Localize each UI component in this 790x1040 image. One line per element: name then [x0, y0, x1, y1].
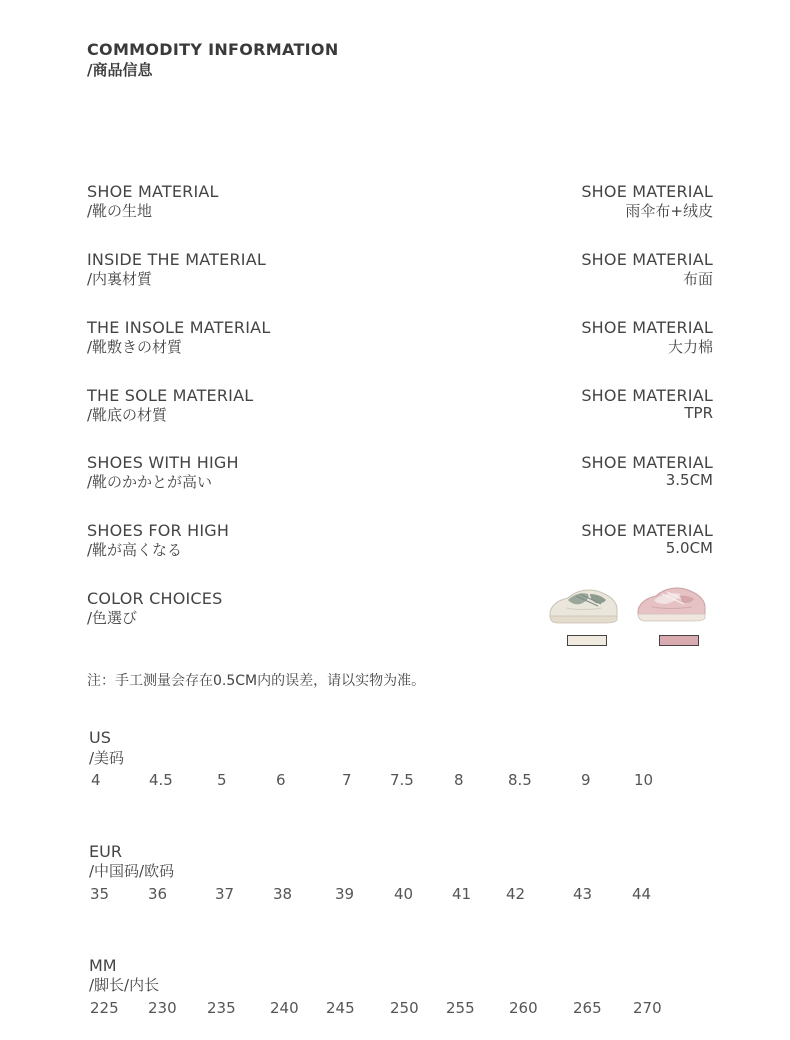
- page-subtitle: /商品信息: [87, 61, 153, 79]
- spec-value-zh: 5.0CM: [665, 539, 713, 557]
- spec-label-en: THE INSOLE MATERIAL: [87, 318, 271, 337]
- page-title: COMMODITY INFORMATION: [87, 40, 339, 59]
- us-size-value: 8.5: [508, 771, 532, 789]
- us-size-value: 10: [634, 771, 654, 789]
- eur-size-value: 43: [573, 885, 593, 903]
- color-choices-label-en: COLOR CHOICES: [87, 589, 223, 608]
- eur-size-value: 35: [90, 885, 110, 903]
- spec-label-zh: /靴のかかとが高い: [87, 473, 213, 491]
- mm-size-value: 230: [148, 999, 177, 1017]
- spec-label-en: SHOES WITH HIGH: [87, 453, 239, 472]
- spec-row-heel-height: [87, 453, 713, 493]
- spec-value-en: SHOE MATERIAL: [581, 386, 713, 405]
- mm-size-value: 235: [207, 999, 236, 1017]
- size-table-mm-title: MM: [89, 956, 117, 975]
- eur-size-value: 36: [148, 885, 168, 903]
- us-size-value: 8: [454, 771, 464, 789]
- spec-value-en: SHOE MATERIAL: [581, 250, 713, 269]
- mm-size-value: 270: [633, 999, 662, 1017]
- size-table-mm-subtitle: /脚长/内长: [89, 976, 160, 994]
- mm-size-value: 260: [509, 999, 538, 1017]
- spec-value-zh: 3.5CM: [665, 471, 713, 489]
- spec-value-zh: 布面: [682, 270, 713, 288]
- eur-size-value: 41: [452, 885, 472, 903]
- spec-label-zh: /靴が高くなる: [87, 541, 183, 559]
- measurement-note: 注：手工测量会存在0.5CM内的误差，请以实物为准。: [87, 673, 426, 689]
- eur-size-value: 37: [215, 885, 235, 903]
- spec-value-en: SHOE MATERIAL: [581, 521, 713, 540]
- eur-size-value: 38: [273, 885, 293, 903]
- mm-size-value: 250: [390, 999, 419, 1017]
- spec-label-zh: /靴の生地: [87, 202, 153, 220]
- eur-size-value: 39: [335, 885, 355, 903]
- us-size-value: 4.5: [149, 771, 173, 789]
- size-table-eur-subtitle: /中国码/欧码: [89, 862, 175, 880]
- spec-label-zh: /靴敷きの材質: [87, 338, 183, 356]
- us-size-value: 6: [276, 771, 286, 789]
- spec-row-inside-material: [87, 250, 713, 290]
- spec-label-zh: /内裏材質: [87, 270, 153, 288]
- spec-label-en: THE SOLE MATERIAL: [87, 386, 254, 405]
- spec-value-en: SHOE MATERIAL: [581, 182, 713, 201]
- spec-label-en: SHOE MATERIAL: [87, 182, 219, 201]
- us-size-value: 5: [217, 771, 227, 789]
- spec-value-en: SHOE MATERIAL: [581, 318, 713, 337]
- size-table-us-subtitle: /美码: [89, 749, 125, 767]
- mm-size-value: 245: [326, 999, 355, 1017]
- mm-size-value: 265: [573, 999, 602, 1017]
- spec-row-height-increase: [87, 521, 713, 561]
- color-swatch-beige[interactable]: [567, 635, 607, 646]
- eur-size-value: 40: [394, 885, 414, 903]
- spec-row-sole-material: [87, 386, 713, 426]
- spec-row-insole-material: [87, 318, 713, 358]
- spec-label-zh: /靴底の材質: [87, 406, 168, 424]
- spec-value-zh: 雨伞布+绒皮: [625, 202, 713, 220]
- mm-size-value: 255: [446, 999, 475, 1017]
- spec-label-en: INSIDE THE MATERIAL: [87, 250, 266, 269]
- eur-size-value: 44: [632, 885, 652, 903]
- eur-size-value: 42: [506, 885, 526, 903]
- size-table-eur-title: EUR: [89, 842, 122, 861]
- size-table-us-title: US: [89, 728, 111, 747]
- spec-value-zh: 大力棉: [667, 338, 713, 356]
- mm-size-value: 240: [270, 999, 299, 1017]
- color-choices-label-zh: /色選び: [87, 609, 138, 627]
- spec-row-shoe-material: [87, 182, 713, 222]
- pink-sneaker-image[interactable]: [634, 582, 708, 626]
- us-size-value: 7: [342, 771, 352, 789]
- spec-value-en: SHOE MATERIAL: [581, 453, 713, 472]
- color-swatch-pink[interactable]: [659, 635, 699, 646]
- spec-label-en: SHOES FOR HIGH: [87, 521, 230, 540]
- us-size-value: 7.5: [390, 771, 414, 789]
- beige-sneaker-image[interactable]: [546, 584, 620, 628]
- us-size-value: 4: [91, 771, 101, 789]
- spec-value-zh: TPR: [684, 404, 713, 422]
- mm-size-value: 225: [90, 999, 119, 1017]
- us-size-value: 9: [581, 771, 591, 789]
